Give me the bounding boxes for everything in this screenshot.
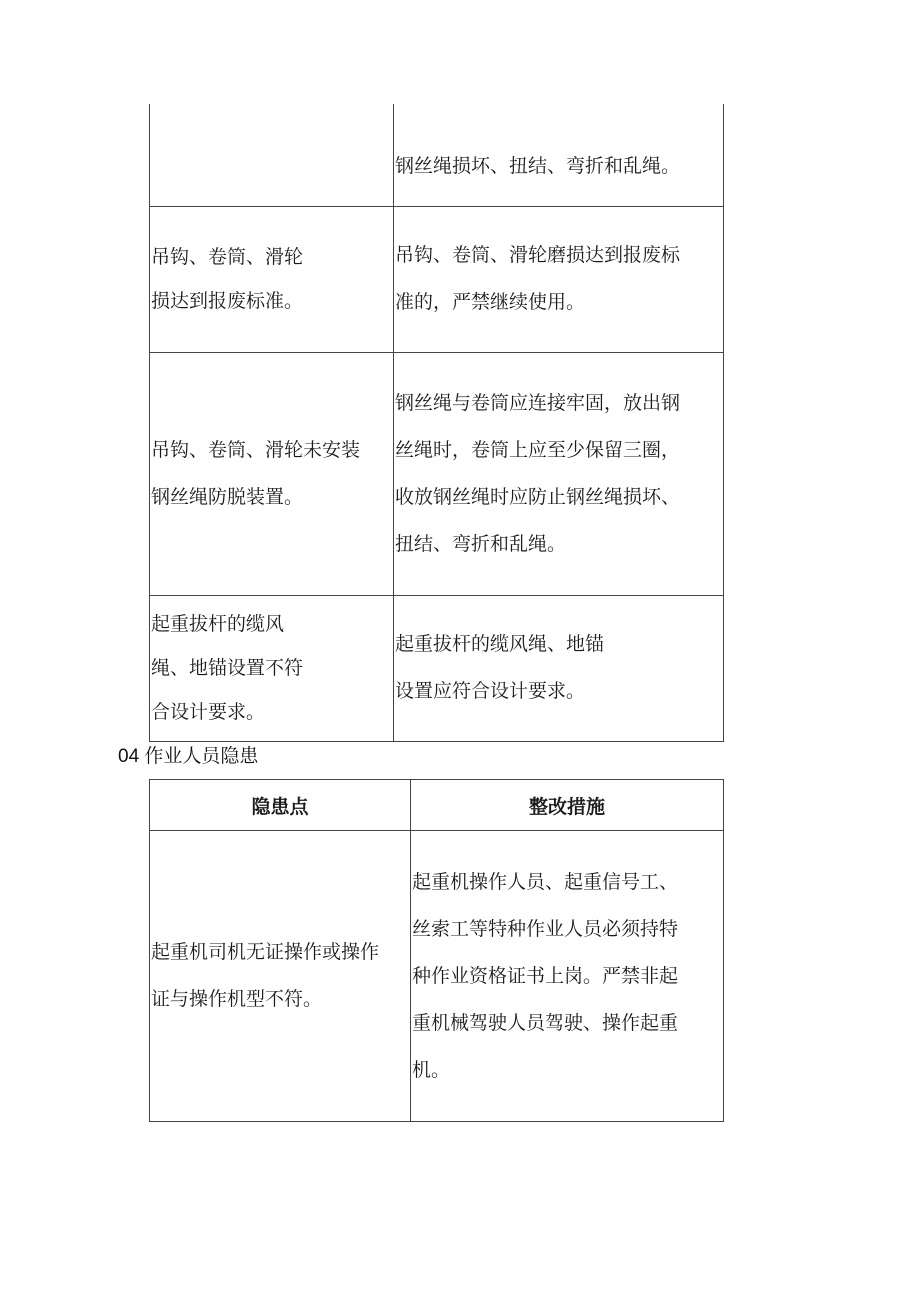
column-header-hazard: 隐患点 — [150, 780, 411, 831]
hazard-table-personnel — [149, 779, 724, 1122]
measure-cell: 起重机操作人员、起重信号工、 丝索工等特种作业人员必须持特 种作业资格证书上岗。严禁非起 重机械驾驶人员驾驶、操作起重 机。 — [411, 831, 724, 1122]
table-row — [150, 595, 724, 741]
hazard-cell: 起重拔杆的缆风 绳、地锚设置不符 合设计要求。 — [150, 595, 394, 741]
table-row — [150, 831, 724, 1122]
hazard-cell: 起重机司机无证操作或操作 证与操作机型不符。 — [150, 831, 411, 1122]
measure-cell: 起重拔杆的缆风绳、地锚 设置应符合设计要求。 — [394, 595, 724, 741]
hazard-cell — [150, 104, 394, 206]
measure-cell: 吊钩、卷筒、滑轮磨损达到报废标 准的，严禁继续使用。 — [394, 206, 724, 352]
hazard-table-lifting — [149, 104, 724, 742]
measure-cell: 钢丝绳与卷筒应连接牢固，放出钢 丝绳时，卷筒上应至少保留三圈， 收放钢丝绳时应防止钢丝绳损坏、 扭结、弯折和乱绳。 — [394, 352, 724, 595]
section-heading: 04 作业人员隐患 — [118, 746, 259, 767]
measure-cell: 钢丝绳损坏、扭结、弯折和乱绳。 — [394, 104, 724, 206]
table-row — [150, 206, 724, 352]
table-row — [150, 352, 724, 595]
table-row — [150, 104, 724, 206]
hazard-cell: 吊钩、卷筒、滑轮 损达到报废标准。 — [150, 206, 394, 352]
hazard-cell: 吊钩、卷筒、滑轮未安装 钢丝绳防脱装置。 — [150, 352, 394, 595]
column-header-measure: 整改措施 — [411, 780, 724, 831]
table-header-row — [150, 780, 724, 831]
